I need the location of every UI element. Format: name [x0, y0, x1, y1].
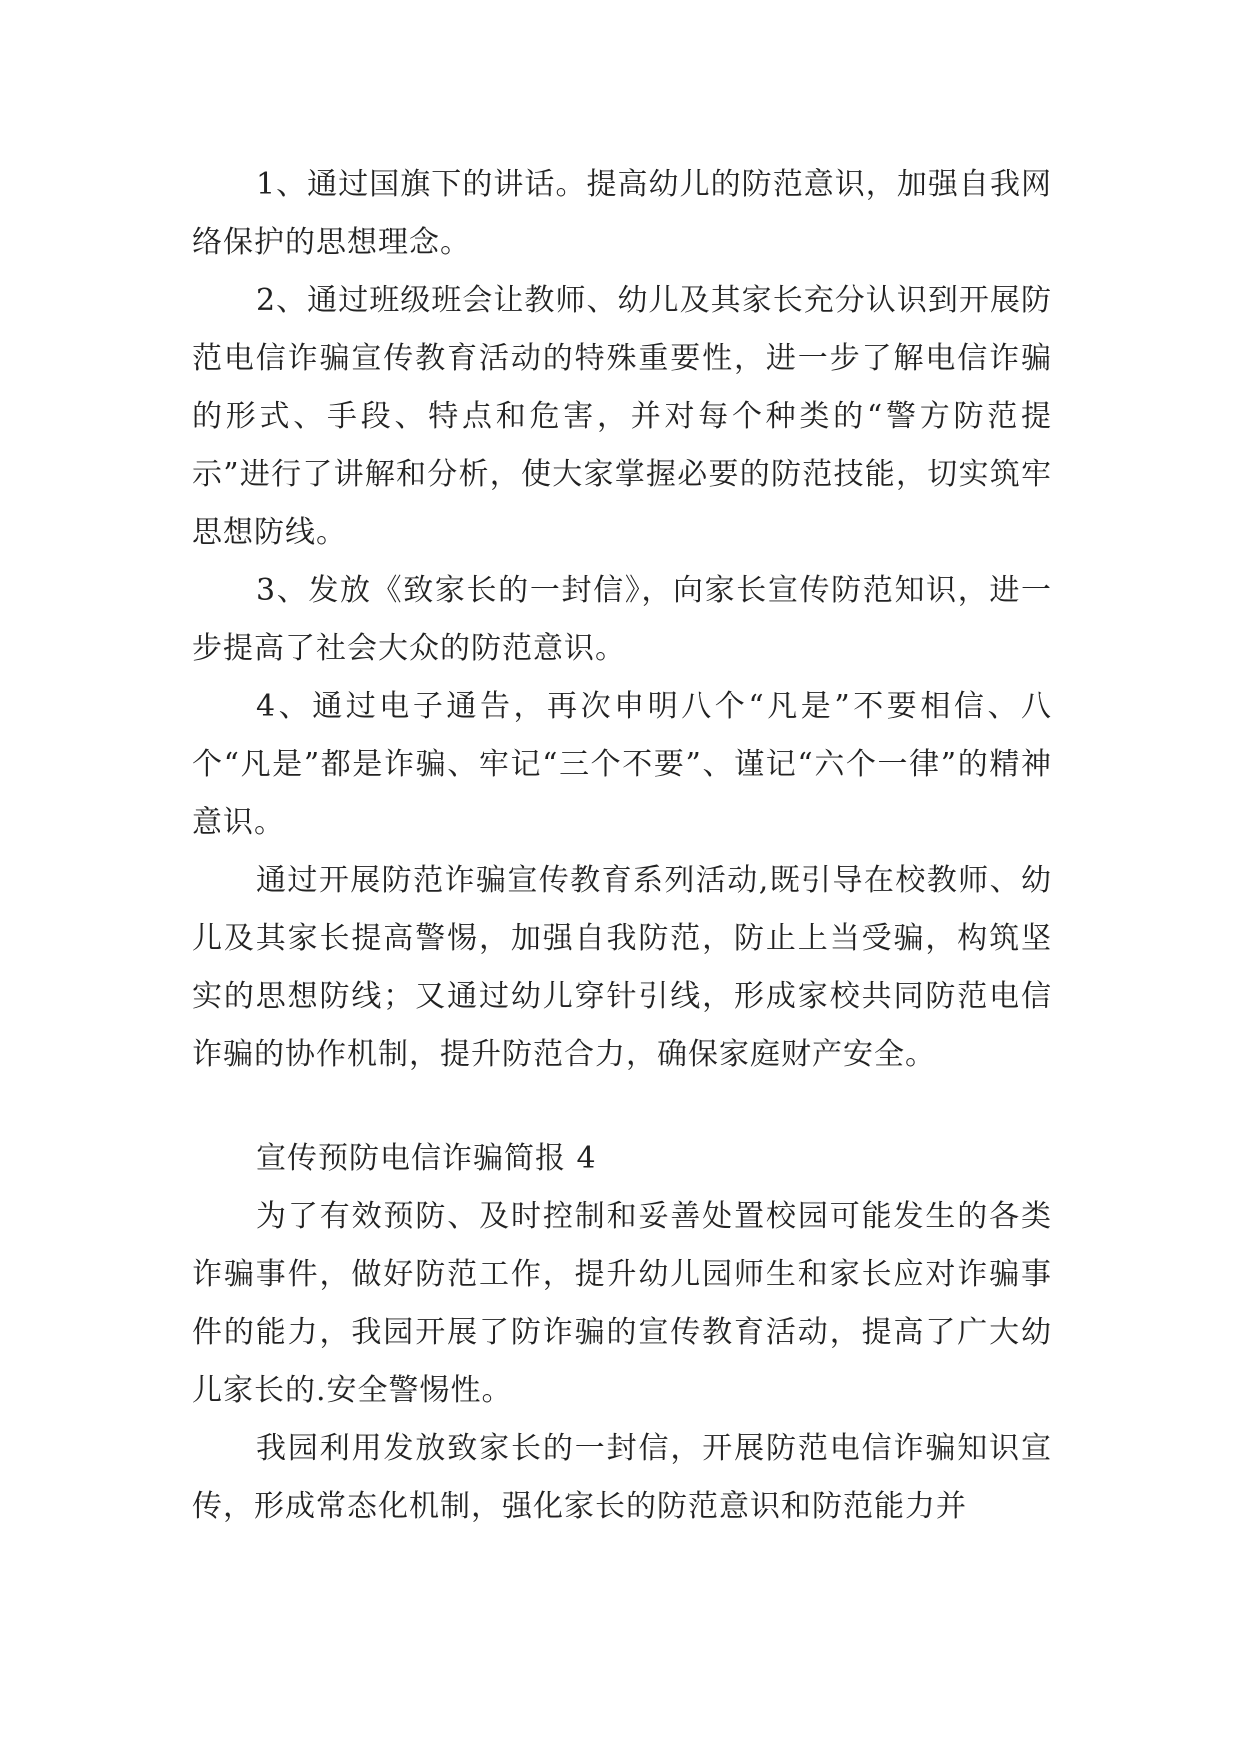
section-gap: [192, 1084, 1052, 1130]
paragraph-2: 2、通过班级班会让教师、幼儿及其家长充分认识到开展防范电信诈骗宣传教育活动的特殊重要性，进一步了解电信诈骗的形式、手段、特点和危害，并对每个种类的“警方防范提示”进行了讲解和分析，使大家掌握必要的防范技能，切实筑牢思想防线。: [192, 283, 1052, 550]
section-title: 宣传预防电信诈骗简报 4: [256, 1141, 597, 1176]
paragraph-4: 4、通过电子通告，再次申明八个“凡是”不要相信、八个“凡是”都是诈骗、牢记“三个不要”、谨记“六个一律”的精神意识。: [192, 689, 1052, 840]
paragraph-intro: 为了有效预防、及时控制和妥善处置校园可能发生的各类诈骗事件，做好防范工作，提升幼儿园师生和家长应对诈骗事件的能力，我园开展了防诈骗的宣传教育活动，提高了广大幼儿家长的.安全警惕性。: [192, 1199, 1052, 1408]
paragraph-letter: 我园利用发放致家长的一封信，开展防范电信诈骗知识宣传，形成常态化机制，强化家长的防范意识和防范能力并: [192, 1431, 1052, 1524]
paragraph-1: 1、通过国旗下的讲话。提高幼儿的防范意识，加强自我网络保护的思想理念。: [192, 167, 1052, 260]
document-page: [192, 156, 1052, 1536]
paragraph-summary: 通过开展防范诈骗宣传教育系列活动,既引导在校教师、幼儿及其家长提高警惕，加强自我防范，防止上当受骗，构筑坚实的思想防线；又通过幼儿穿针引线，形成家校共同防范电信诈骗的协作机制，提升防范合力，确保家庭财产安全。: [192, 863, 1052, 1072]
paragraph-3: 3、发放《致家长的一封信》，向家长宣传防范知识，进一步提高了社会大众的防范意识。: [192, 573, 1052, 666]
